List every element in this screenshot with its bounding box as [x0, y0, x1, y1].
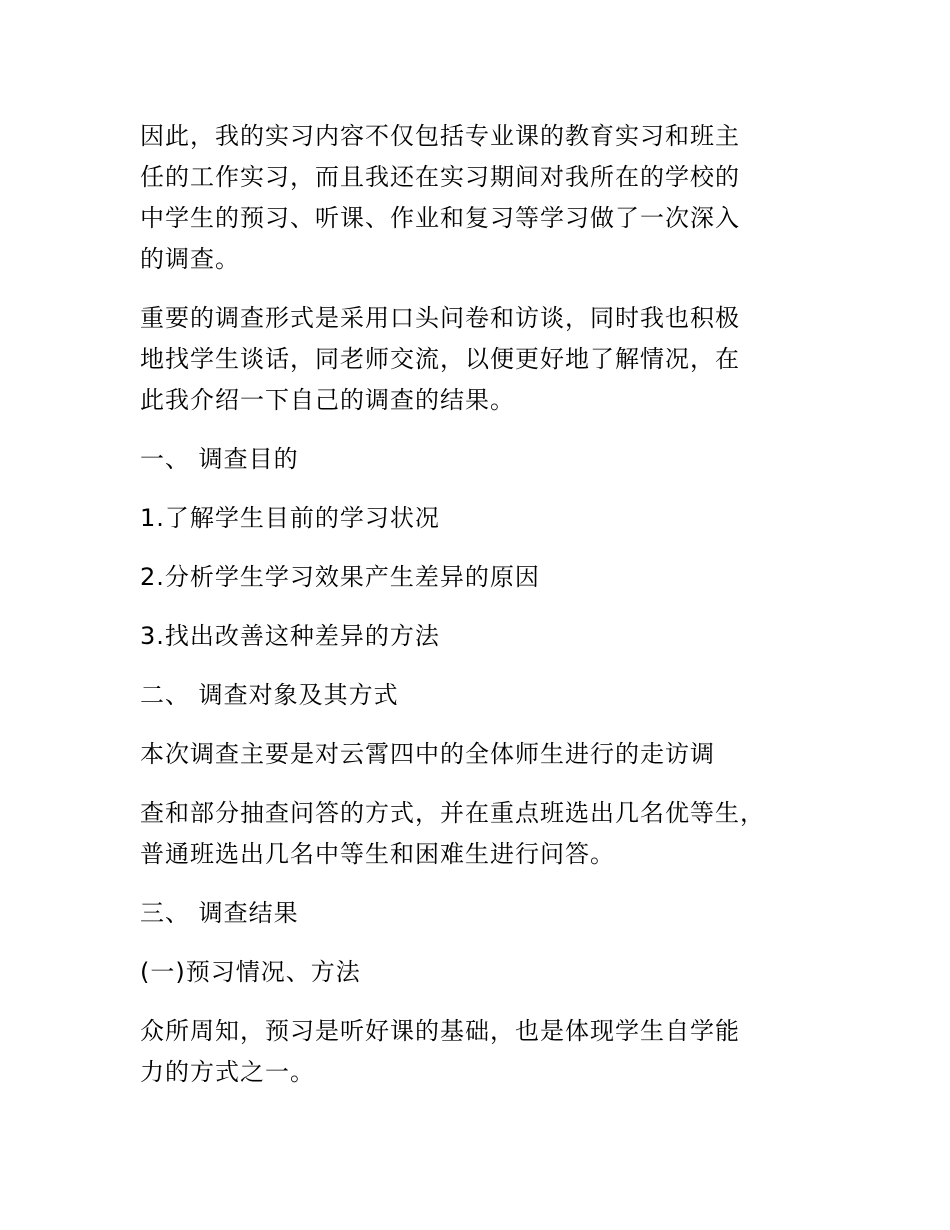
text-line: 力的方式之一。	[140, 1058, 315, 1086]
list-item	[140, 498, 820, 539]
text-line: 任的工作实习，而且我还在实习期间对我所在的学校的	[140, 163, 740, 191]
text-line: 3.找出改善这种差异的方法	[140, 622, 440, 650]
text-line: 的调查。	[140, 245, 240, 273]
section-heading-results	[140, 893, 820, 934]
section-heading-purpose	[140, 439, 820, 480]
text-line: 一、 调查目的	[140, 445, 299, 473]
section-heading-subjects	[140, 675, 820, 716]
text-line: 重要的调查形式是采用口头问卷和访谈，同时我也积极	[140, 304, 740, 332]
body-paragraph	[140, 734, 820, 775]
text-line: 二、 调查对象及其方式	[140, 681, 399, 709]
text-line: 因此，我的实习内容不仅包括专业课的教育实习和班主	[140, 122, 740, 150]
text-line: 此我介绍一下自己的调查的结果。	[140, 386, 515, 414]
text-line: 众所周知，预习是听好课的基础，也是体现学生自学能	[140, 1017, 740, 1045]
text-line: 1.了解学生目前的学习状况	[140, 504, 440, 532]
body-paragraph	[140, 1011, 820, 1093]
text-line: (一)预习情况、方法	[140, 958, 361, 986]
subsection-heading	[140, 952, 820, 993]
body-paragraph	[140, 298, 820, 421]
list-item	[140, 616, 820, 657]
list-item	[140, 557, 820, 598]
text-line: 三、 调查结果	[140, 899, 299, 927]
text-line: 普通班选出几名中等生和困难生进行问答。	[140, 840, 615, 868]
body-paragraph	[140, 116, 820, 280]
body-paragraph	[140, 793, 820, 875]
text-line: 地找学生谈话，同老师交流，以便更好地了解情况，在	[140, 345, 740, 373]
document-body	[140, 116, 820, 1111]
text-line: 本次调查主要是对云霄四中的全体师生进行的走访调	[140, 740, 715, 768]
text-line: 中学生的预习、听课、作业和复习等学习做了一次深入	[140, 204, 740, 232]
text-line: 查和部分抽查问答的方式，并在重点班选出几名优等生，	[140, 799, 765, 827]
text-line: 2.分析学生学习效果产生差异的原因	[140, 563, 540, 591]
